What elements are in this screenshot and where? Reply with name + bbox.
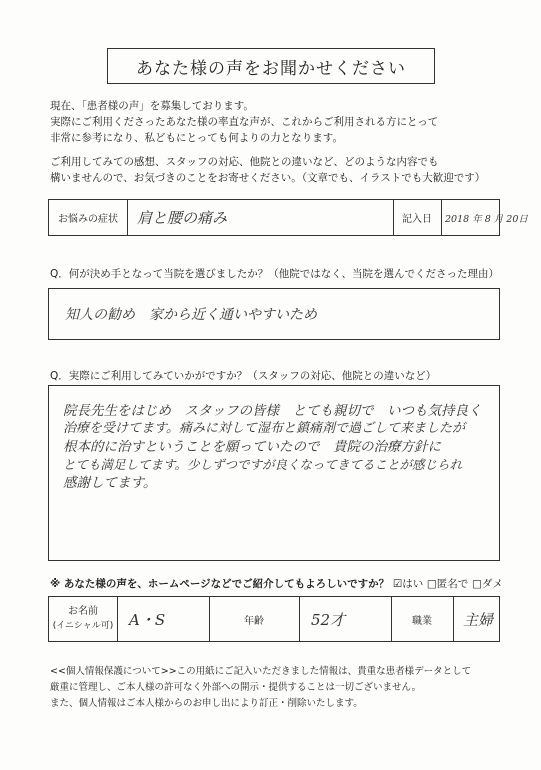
intro-line: 非常に参考になり、私どもにとっても何よりの力となります。 [50,132,343,144]
name-label-cell [49,597,117,641]
option-anonymous[interactable]: □匿名で [426,578,469,590]
answer-2-box[interactable] [48,385,500,561]
homepage-permission [50,576,503,591]
name-label: お名前 [68,606,98,617]
question-2: Q．実際にご利用してみていかがですか？（スタッフの対応、他院との違いなど） [50,370,437,382]
entry-date-label: 記入日 [402,214,432,225]
privacy-notice [50,664,520,712]
answer-2-line: とても満足してます。少しずつですが良くなってきてることが感じられ [63,457,463,472]
privacy-line: 厳重に管理し、ご本人様の許可なく外部への開示・提供することは一切ございません。 [50,682,422,693]
answer-2-line: 根本的に治すということを願っていたので 貴院の治療方針に [63,439,441,455]
homepage-question: ※ あなた様の声を、ホームページなどでご紹介してもよろしいですか？ [50,578,390,590]
profile-row [48,596,500,642]
age-value[interactable]: 52才 [311,610,346,629]
intro-line: 実際にご利用くださったあなた様の率直な声が、これからご利用される方にとって [50,116,439,128]
option-no[interactable]: □ダメ [471,578,503,590]
symptom-label: お悩みの症状 [58,214,118,225]
privacy-line: <<個人情報保護について>>この用紙にご記入いただきました情報は、貴重な患者様データとして [50,666,472,677]
age-label: 年齢 [244,615,264,627]
question-1: Q．何が決め手となって当院を選びましたか？（他院ではなく、当院を選んでくださった理由） [50,268,500,280]
symptom-row [48,199,528,236]
name-sublabel: (イニシャル可) [52,621,114,631]
answer-1-text: 知人の勧め 家から近く通いやすいため [65,307,317,323]
name-value[interactable]: A・S [129,610,166,629]
answer-1-box[interactable] [48,288,500,340]
privacy-line: また、個人情報はご本人様からのお申し出により訂正・削除いたします。 [50,698,363,709]
intro-text [50,98,520,186]
entry-date-value[interactable]: 2018 年 8 月 20日 [445,213,528,225]
intro-line: ご利用してみての感想、スタッフの対応、他院との違いなど、どのような内容でも [50,156,439,168]
form-title: あなた様の声をお聞かせください [107,48,435,84]
intro-line: 現在、「患者様の声」を募集しております。 [50,100,254,112]
answer-2-text [63,402,482,492]
option-yes[interactable]: ☑はい [392,578,424,590]
symptom-value[interactable]: 肩と腰の痛み [137,209,228,227]
answer-2-line: 感謝してます。 [63,475,157,491]
answer-2-line: 治療を受けてます。痛みに対して湿布と鎮痛剤で過ごして来ましたが [63,421,465,436]
answer-2-line: 院長先生をはじめ スタッフの皆様 とても親切で いつも気持良く [63,403,482,419]
intro-line: 構いませんので、お気づきのことをお寄せください。（文章でも、イラストでも大歓迎です） [50,172,486,184]
job-value[interactable]: 主婦 [463,610,494,629]
job-label: 職業 [412,615,432,627]
